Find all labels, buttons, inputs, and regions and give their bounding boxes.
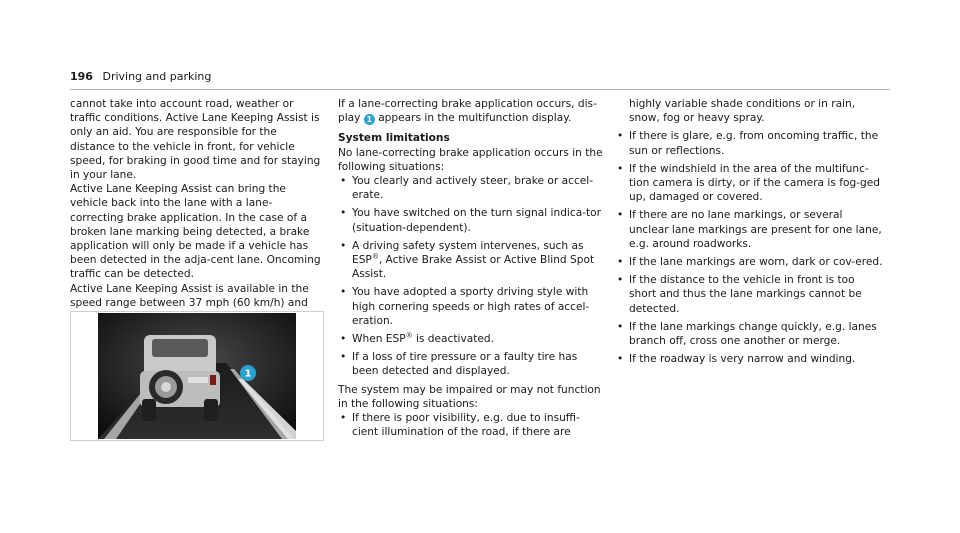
page-number: 196: [70, 70, 93, 83]
list-item: • If the distance to the vehicle in front is too short and thus the lane markings cannot be detected.: [615, 273, 885, 316]
page-header: [70, 70, 211, 84]
list-item: [338, 239, 603, 282]
list-item: • You have adopted a sporty driving style with high cornering speeds or high rates of accel-eration.: [338, 285, 603, 328]
list-item: • If there is glare, e.g. from oncoming traffic, the sun or reflections.: [615, 129, 885, 157]
list-item: [338, 332, 603, 346]
paragraph: Active Lane Keeping Assist is available in the speed range between 37 mph (60 km/h) and: [70, 282, 309, 309]
list-item-text: is deactivated.: [412, 333, 494, 346]
section-heading: System limitations: [338, 132, 450, 145]
header-divider: [70, 89, 890, 90]
list-item: • You clearly and actively steer, brake or accel-erate.: [338, 174, 603, 202]
column-2: [338, 97, 603, 443]
list-item-text: A driving safety system intervenes, such as ESP: [352, 239, 584, 267]
list-item-continuation: highly variable shade conditions or in rain, snow, fog or heavy spray.: [629, 98, 856, 125]
lead-text: No lane-correcting brake application occurs in the following situations:: [338, 146, 603, 173]
column-1: [70, 97, 325, 324]
lead-text: The system may be impaired or may not function in the following situations:: [338, 383, 601, 410]
section-title: Driving and parking: [102, 70, 212, 83]
car-on-road-image: [98, 313, 296, 439]
list-item: • If a loss of tire pressure or a faulty tire has been detected and displayed.: [338, 350, 603, 378]
list-item: • If there are no lane markings, or several unclear lane markings are present for one lane, e.g. around roadworks.: [615, 208, 885, 251]
callout-badge: 1: [364, 114, 375, 125]
list-item: • You have switched on the turn signal indica-tor (situation-dependent).: [338, 206, 603, 234]
paragraph: cannot take into account road, weather or traffic conditions. Active Lane Keeping Assist is only an aid. You are responsible for the distance to the vehicle in front, for vehicle speed, for braking in good time and for staying in your lane.: [70, 98, 321, 182]
column-3: [615, 97, 885, 370]
registered-mark: ®: [405, 331, 413, 340]
impairment-list-continued: [615, 129, 885, 366]
callout-number: 1: [244, 368, 252, 380]
lane-assist-illustration: [70, 311, 324, 441]
list-item: • If the windshield in the area of the multifunc-tion camera is dirty, or if the camera is fog-ged up, damaged or covered.: [615, 162, 885, 205]
limitations-list: [338, 174, 603, 379]
list-item: • If the roadway is very narrow and winding.: [615, 352, 885, 366]
intro-text: [338, 97, 603, 125]
list-item-text: , Active Brake Assist or Active Blind Spot Assist.: [352, 254, 595, 281]
list-item: • If the lane markings are worn, dark or cov-ered.: [615, 255, 885, 269]
paragraph: Active Lane Keeping Assist can bring the vehicle back into the lane with a lane-correcting brake application. In the case of a broken lane marking being detected, a brake application will only be made if a vehicle has been detected in the adja-cent lane. Oncoming traffic can be detected.: [70, 183, 321, 281]
list-item-text: When ESP: [352, 333, 406, 346]
list-item: • If there is poor visibility, e.g. due to insuffi-cient illumination of the road, if there are: [338, 411, 603, 439]
impairment-list: [338, 411, 603, 439]
list-item: • If the lane markings change quickly, e.g. lanes branch off, cross one another or merge.: [615, 320, 885, 348]
registered-mark: ®: [371, 252, 379, 261]
intro-text-part: appears in the multifunction display.: [378, 112, 572, 125]
intro-text-part: If a lane-correcting brake application occurs, dis-play: [338, 98, 597, 125]
